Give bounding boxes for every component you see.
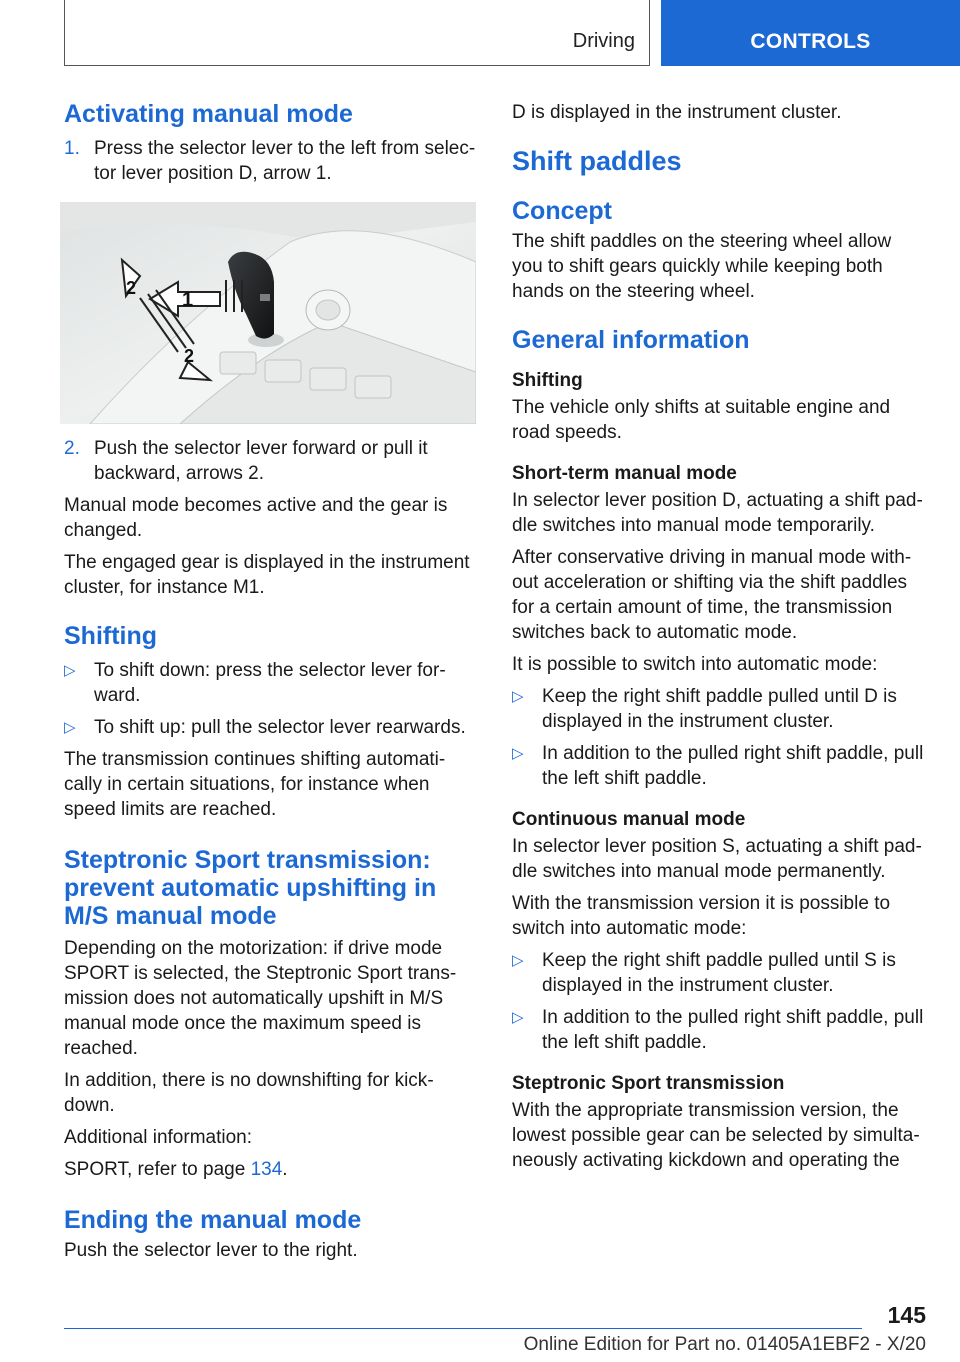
arrow-2a-label: 2 (126, 278, 137, 298)
heading-concept: Concept (512, 197, 612, 225)
step-1-number: 1. (64, 138, 80, 159)
bullet-continuous-1: ▷ Keep the right shift paddle pulled until S is displayed in the instrument cluster. (512, 950, 896, 996)
para-short-term-3: It is possible to switch into automatic mode: (512, 654, 878, 675)
left-column (64, 100, 476, 1270)
header-section-box (64, 0, 650, 66)
para-continuous-1: In selector lever position S, actuating a shift paddle switches into manual mode permanently. (512, 836, 922, 882)
page-number: 145 (887, 1302, 926, 1328)
selector-lever-illustration (60, 202, 476, 424)
para-continuous-2: With the transmission version it is possible to switch into automatic mode: (512, 893, 891, 939)
arrow-2b-label: 2 (184, 346, 195, 366)
header-chapter-label: CONTROLS (750, 30, 871, 53)
para-additional-info: Additional information: (64, 1127, 252, 1148)
selector-lever-figure (60, 202, 476, 424)
footer-edition: Online Edition for Part no. 01405A1EBF2 - X/20 (523, 1334, 926, 1355)
bullet-short-term-1: ▷ Keep the right shift paddle pulled until D is displayed in the instrument cluster. (512, 686, 897, 732)
para-short-term-1: In selector lever position D, actuating a shift paddle switches into manual mode temporarily. (512, 490, 923, 536)
triangle-bullet-icon: ▷ (512, 688, 524, 705)
arrow-1-label: 1 (182, 289, 194, 311)
subheading-steptronic-sport: Steptronic Sport transmission (512, 1073, 785, 1094)
para-d-displayed: D is displayed in the instrument cluster. (512, 102, 842, 123)
heading-activating-manual-mode: Activating manual mode (64, 100, 353, 128)
page-link-134[interactable]: 134 (250, 1159, 283, 1180)
step-1-text: Press the selector lever to the left from selector lever position D, arrow 1. (94, 138, 476, 184)
heading-shifting: Shifting (64, 622, 158, 650)
bullet-continuous-2: ▷ In addition to the pulled right shift paddle, pull the left shift paddle. (512, 1007, 924, 1053)
heading-shift-paddles: Shift paddles (512, 146, 682, 176)
triangle-bullet-icon: ▷ (512, 1009, 524, 1026)
bullet-short-term-2: ▷ In addition to the pulled right shift paddle, pull the left shift paddle. (512, 743, 924, 789)
para-manual-active: Manual mode becomes active and the gear is changed. (64, 495, 448, 541)
para-no-downshift: In addition, there is no downshifting for kickdown. (64, 1070, 434, 1116)
triangle-bullet-icon: ▷ (512, 952, 524, 969)
triangle-bullet-icon: ▷ (64, 662, 76, 679)
subheading-continuous-manual-mode: Continuous manual mode (512, 809, 746, 830)
para-shifting-speeds: The vehicle only shifts at suitable engine and road speeds. (512, 397, 891, 443)
right-column (512, 100, 926, 1180)
step-2 (64, 436, 476, 486)
step-1 (64, 136, 476, 186)
para-concept: The shift paddles on the steering wheel allow you to shift gears quickly while keeping both hands on the steering wheel. (512, 231, 892, 302)
bullet-shift-up: ▷ To shift up: pull the selector lever rearwards. (64, 717, 466, 738)
para-steptronic-sport: With the appropriate transmission version, the lowest possible gear can be selected by simultaneously activating kickdown and operating the (512, 1100, 920, 1171)
triangle-bullet-icon: ▷ (512, 745, 524, 762)
para-engaged-gear: The engaged gear is displayed in the instrument cluster, for instance M1. (64, 552, 470, 598)
para-short-term-2: After conservative driving in manual mode without acceleration or shifting via the shift paddles for a certain amount of time, the transmission switches back to automatic mode. (512, 547, 912, 643)
bullet-shift-down: ▷ To shift down: press the selector lever forward. (64, 660, 446, 706)
heading-steptronic-prevent-upshift: Steptronic Sport transmission: prevent automatic upshifting in M/S manual mode (64, 846, 437, 930)
header-section-label: Driving (572, 30, 635, 52)
para-depending-motorization: Depending on the motorization: if drive mode SPORT is selected, the Steptronic Sport transmission does not automatically upshift in M/S manual mode once the maximum speed is reached. (64, 938, 457, 1059)
para-continues-shifting: The transmission continues shifting automatically in certain situations, for instance when speed limits are reached. (64, 749, 446, 820)
heading-ending-manual-mode: Ending the manual mode (64, 1206, 362, 1234)
subheading-short-term-manual-mode: Short-term manual mode (512, 463, 737, 484)
para-sport-reference: SPORT, refer to page 134. (64, 1159, 288, 1180)
footer-divider (64, 1328, 862, 1329)
header-chapter-tab (661, 0, 960, 66)
para-ending-manual: Push the selector lever to the right. (64, 1240, 358, 1261)
step-2-number: 2. (64, 438, 80, 459)
step-2-text: Push the selector lever forward or pull it backward, arrows 2. (94, 438, 428, 484)
heading-general-information: General information (512, 326, 750, 354)
triangle-bullet-icon: ▷ (64, 719, 76, 736)
subheading-shifting: Shifting (512, 370, 583, 391)
